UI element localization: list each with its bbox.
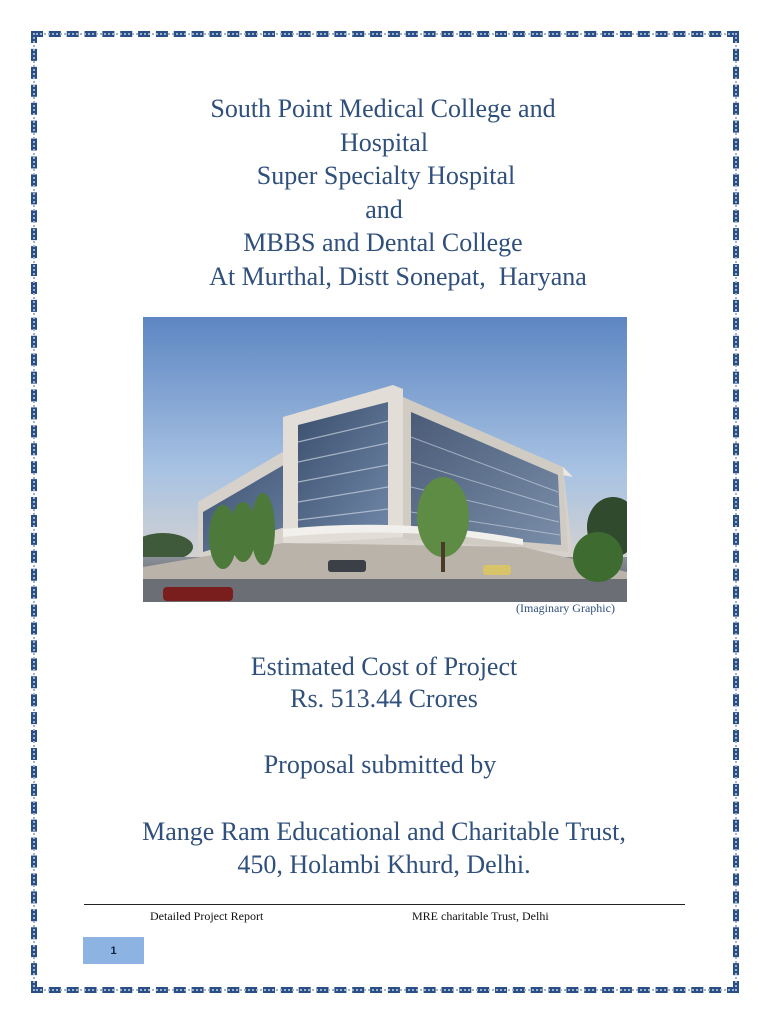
page-number: 1 bbox=[83, 937, 144, 964]
title-line-6: At Murthal, Distt Sonepat, Haryana bbox=[209, 261, 587, 291]
cost-section bbox=[0, 651, 768, 715]
hospital-building-image bbox=[143, 317, 627, 602]
footer-report-title: Detailed Project Report bbox=[150, 909, 264, 923]
trust-section bbox=[0, 815, 768, 881]
footer-divider bbox=[84, 904, 685, 905]
proposal-label: Proposal submitted by bbox=[263, 750, 497, 779]
title-line-2: Hospital bbox=[339, 127, 429, 157]
title-line-3: Super Specialty Hospital bbox=[256, 161, 516, 190]
title-line-5: MBBS and Dental College bbox=[243, 228, 523, 257]
title-line-4: and bbox=[365, 194, 403, 224]
cost-heading: Estimated Cost of Project bbox=[250, 652, 518, 681]
document-title bbox=[0, 92, 768, 293]
figure-caption: (Imaginary Graphic) bbox=[516, 601, 615, 615]
footer-trust-name: MRE charitable Trust, Delhi bbox=[412, 909, 549, 923]
cost-amount: Rs. 513.44 Crores bbox=[290, 684, 478, 713]
trust-address: 450, Holambi Khurd, Delhi. bbox=[237, 850, 531, 879]
trust-name: Mange Ram Educational and Charitable Trust, bbox=[142, 817, 626, 846]
title-line-1: South Point Medical College and bbox=[210, 94, 556, 123]
